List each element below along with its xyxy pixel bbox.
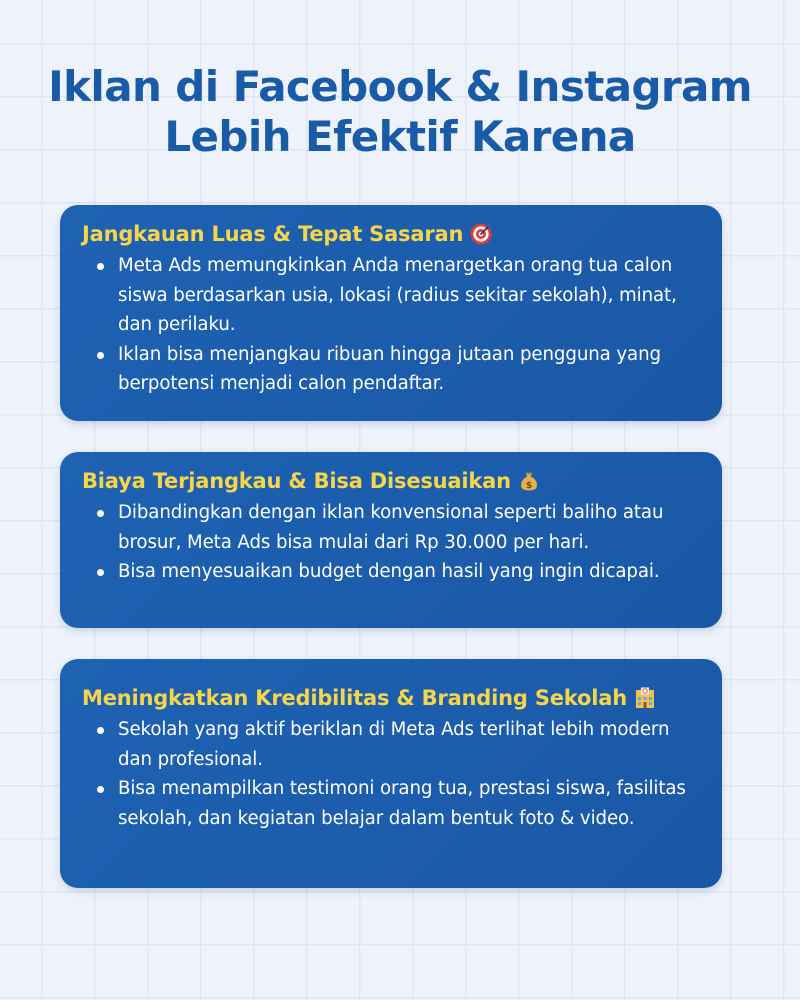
- svg-text:$: $: [525, 481, 532, 491]
- benefit-card-cost: [60, 452, 722, 628]
- title-line-1: Iklan di Facebook & Instagram: [48, 62, 752, 111]
- money-bag-icon: [517, 469, 541, 493]
- list-item: Dibandingkan dengan iklan konvensional seperti baliho atau brosur, Meta Ads bisa mulai dari Rp 30.000 per hari.: [82, 498, 700, 557]
- list-item: Iklan bisa menjangkau ribuan hingga jutaan pengguna yang berpotensi menjadi calon pendaftar.: [82, 340, 700, 399]
- bullet-list: [82, 715, 700, 833]
- title-line-2: Lebih Efektif Karena: [164, 112, 636, 161]
- target-icon: [469, 222, 493, 246]
- bullet-list: [82, 498, 700, 587]
- list-item: Bisa menyesuaikan budget dengan hasil yang ingin dicapai.: [82, 557, 700, 587]
- card-heading: [82, 464, 700, 498]
- page-title: [0, 62, 800, 162]
- card-heading-text: Biaya Terjangkau & Bisa Disesuaikan: [82, 469, 511, 493]
- card-heading: [82, 681, 700, 715]
- school-icon: [633, 686, 657, 710]
- benefit-card-reach: [60, 205, 722, 421]
- card-heading: [82, 217, 700, 251]
- list-item: Meta Ads memungkinkan Anda menargetkan orang tua calon siswa berdasarkan usia, lokasi (radius sekitar sekolah), minat, dan perilaku.: [82, 251, 700, 340]
- benefit-card-branding: [60, 659, 722, 888]
- card-heading-text: Meningkatkan Kredibilitas & Branding Sekolah: [82, 686, 627, 710]
- list-item: Sekolah yang aktif beriklan di Meta Ads terlihat lebih modern dan profesional.: [82, 715, 700, 774]
- list-item: Bisa menampilkan testimoni orang tua, prestasi siswa, fasilitas sekolah, dan kegiatan belajar dalam bentuk foto & video.: [82, 774, 700, 833]
- card-heading-text: Jangkauan Luas & Tepat Sasaran: [82, 222, 464, 246]
- bullet-list: [82, 251, 700, 399]
